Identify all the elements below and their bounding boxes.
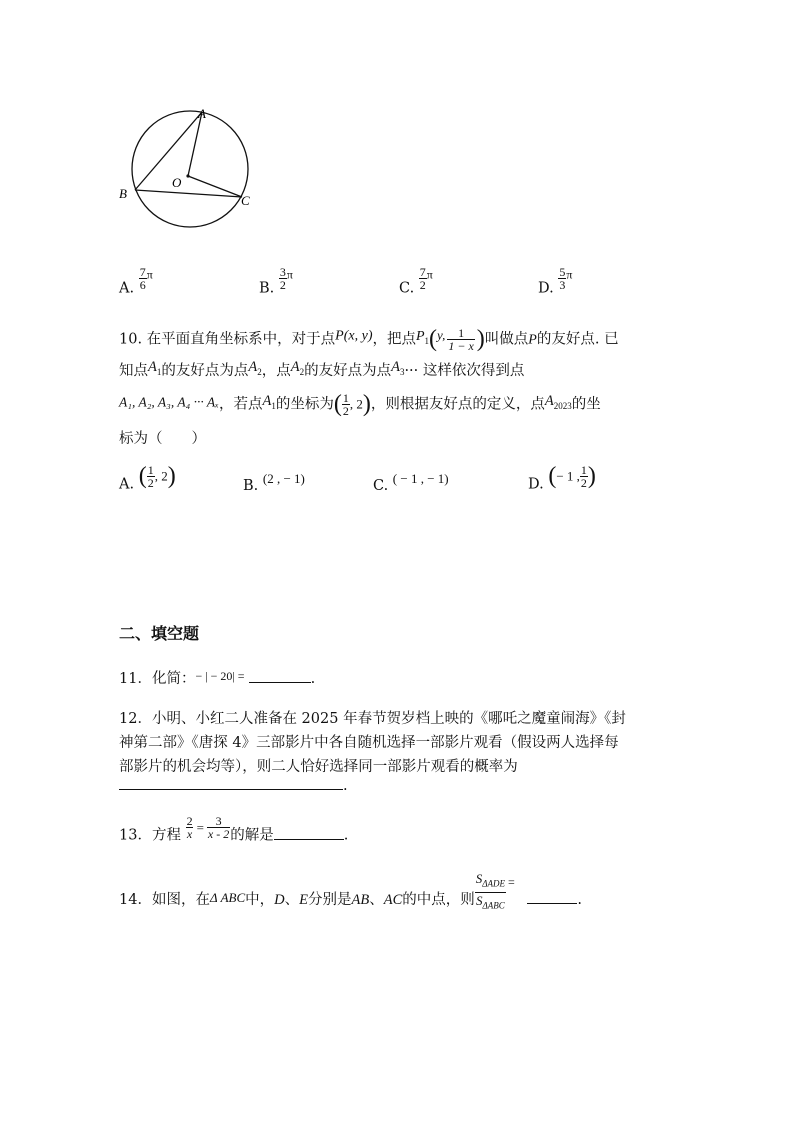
- q14: [119, 871, 582, 913]
- point-a1: $A_1$: [262, 392, 276, 411]
- q11-text: 11．化简：: [119, 671, 196, 687]
- option-value: (2 , − 1): [262, 471, 305, 486]
- q10-text: ，把点: [372, 331, 416, 348]
- right-paren: ): [476, 326, 485, 352]
- option-letter: A.: [119, 280, 135, 297]
- right-paren: ): [587, 463, 596, 489]
- label-b: B: [119, 186, 127, 201]
- pi-symbol: π: [286, 267, 293, 282]
- coord-tail: , 2: [349, 396, 363, 412]
- point-p: P(x, y): [335, 328, 373, 344]
- q11-expression: − | − 20| =: [195, 669, 245, 683]
- section-title: 二、填空题: [119, 624, 200, 643]
- q10-option-b: [243, 471, 305, 494]
- label-a: A: [198, 106, 206, 121]
- equals-sign: =: [196, 819, 204, 835]
- fraction: $\frac{1}{2}$: [147, 463, 154, 490]
- option-letter: C.: [373, 478, 389, 494]
- q10-option-c: [373, 471, 449, 494]
- q14-text: 、: [284, 892, 300, 909]
- q14-text: 分别是: [308, 892, 352, 909]
- point-p-ref: P: [528, 332, 537, 348]
- option-letter: C.: [399, 280, 415, 297]
- q10-text: ，若点: [219, 396, 263, 413]
- label-o: O: [172, 175, 182, 190]
- q13-text: 的解是: [230, 827, 274, 844]
- q12-line-3: 部影片的机会均等），则二人恰好选择同一部影片观看的概率为: [119, 759, 518, 775]
- coord-fraction: $\frac{1}{2}$: [342, 391, 349, 418]
- q10-text: ，点: [261, 363, 291, 379]
- left-paren: (: [429, 326, 438, 352]
- q12-line-1: 12．小明、小红二人准备在 2025 年春节贺岁档上映的《哪吒之魔童闹海》《封: [119, 711, 626, 727]
- point-a2-ref: $A_2$: [290, 359, 305, 377]
- option-letter: D.: [528, 476, 544, 493]
- q10-line-3: [119, 391, 601, 418]
- q10-option-a: [119, 463, 176, 493]
- option-letter: B.: [243, 478, 259, 494]
- right-paren: ): [167, 463, 176, 489]
- q13-suffix: .: [343, 827, 349, 844]
- q10-option-d: [528, 463, 596, 493]
- option-letter: D.: [538, 280, 554, 297]
- q10-text: 的友好点为点: [304, 363, 392, 379]
- q10-text: ，则根据友好点的定义，点: [370, 396, 545, 413]
- q14-text: 14．如图，在: [119, 892, 210, 909]
- q9-option-c: [399, 266, 433, 297]
- point-a3: $A_3$: [391, 359, 405, 377]
- left-paren: (: [138, 463, 147, 489]
- point-a1: $A_1$: [148, 359, 162, 377]
- q9-option-b: [259, 266, 293, 297]
- segment-ac: AC: [383, 892, 403, 909]
- coord-tail: , 2: [154, 468, 168, 484]
- option-value: ( − 1 , − 1): [392, 471, 449, 486]
- answer-blank: [527, 903, 577, 904]
- q10-line-2: [119, 359, 524, 380]
- equals-sign: =: [508, 875, 515, 890]
- point-a2: $A_2$: [248, 359, 262, 377]
- q10-text: 知点: [119, 363, 148, 379]
- q14-text: 中，: [245, 892, 275, 909]
- radius-oa: [188, 112, 202, 176]
- coord-y: y,: [437, 327, 446, 343]
- option-letter: A.: [119, 476, 135, 493]
- q10-text: 叫做点: [484, 331, 529, 348]
- fraction: $\frac{5}{3}$: [559, 265, 566, 292]
- q14-text: 的中点，则: [402, 892, 475, 909]
- q10-line-1: [119, 326, 619, 353]
- point-d: D: [274, 892, 285, 909]
- q9-option-a: [119, 266, 153, 297]
- q13: [119, 815, 348, 845]
- q14-suffix: .: [577, 892, 583, 909]
- point-a2023: $A_{2023}$: [544, 392, 572, 411]
- q14-text: 、: [369, 892, 384, 909]
- q11-suffix: .: [310, 671, 316, 687]
- option-letter: B.: [259, 280, 275, 297]
- area-ratio-fraction: $\frac{S_{\Delta ADE}}{S_{\Delta ABC}}$: [475, 871, 506, 913]
- q10-text: 的坐标为: [275, 396, 334, 413]
- pi-symbol: π: [146, 267, 153, 282]
- pi-symbol: π: [566, 267, 573, 282]
- answer-blank: [249, 682, 311, 683]
- circle-figure: [110, 100, 270, 240]
- fraction: $\frac{1}{2}$: [580, 463, 587, 490]
- q10-line-4: 标为（ ）: [119, 431, 206, 447]
- fraction: $\frac{7}{6}$: [139, 265, 146, 292]
- point-p1: $P_1$: [415, 328, 430, 346]
- fraction: $\frac{3}{2}$: [279, 265, 286, 292]
- right-paren: ): [362, 391, 371, 417]
- q12-suffix: .: [343, 778, 348, 794]
- q9-option-d: [538, 266, 572, 297]
- fraction: $\frac{7}{2}$: [419, 265, 426, 292]
- q10-text: ··· 这样依次得到点: [404, 363, 525, 379]
- coord-head: − 1 ,: [556, 468, 580, 484]
- left-paren: (: [333, 391, 342, 417]
- triangle-abc: Δ ABC: [209, 890, 246, 906]
- q10-text: 的坐: [571, 396, 601, 413]
- segment-ab: AB: [351, 892, 370, 909]
- q12-line-2: 神第二部》《唐探 4》三部影片中各自随机选择一部影片观看（假设两人选择每: [119, 735, 619, 751]
- fraction-2-over-x: $\frac{2}{x}$: [186, 814, 193, 841]
- q10-text: 的友好点为点: [161, 363, 249, 379]
- q12-line-4: [119, 778, 348, 794]
- q10-text: 10. 在平面直角坐标系中，对于点: [119, 331, 336, 348]
- fraction-3-over-x-minus-2: $\frac{3}{x - 2}$: [207, 814, 230, 841]
- answer-blank: [119, 789, 343, 790]
- point-e: E: [299, 892, 308, 909]
- answer-blank: [274, 839, 344, 840]
- label-c: C: [241, 193, 250, 208]
- q13-text: 13．方程: [119, 827, 181, 844]
- pi-symbol: π: [426, 267, 433, 282]
- center-point: [186, 174, 189, 177]
- friendly-fraction: $\frac{1}{1 - x}$: [448, 326, 474, 353]
- left-paren: (: [548, 463, 557, 489]
- q11: [119, 667, 315, 688]
- point-sequence: A₁, A₂, A₃, A₄ ··· Aₓ: [119, 394, 219, 410]
- q10-text: 的友好点. 已: [536, 331, 619, 348]
- chord-ab: [135, 112, 202, 190]
